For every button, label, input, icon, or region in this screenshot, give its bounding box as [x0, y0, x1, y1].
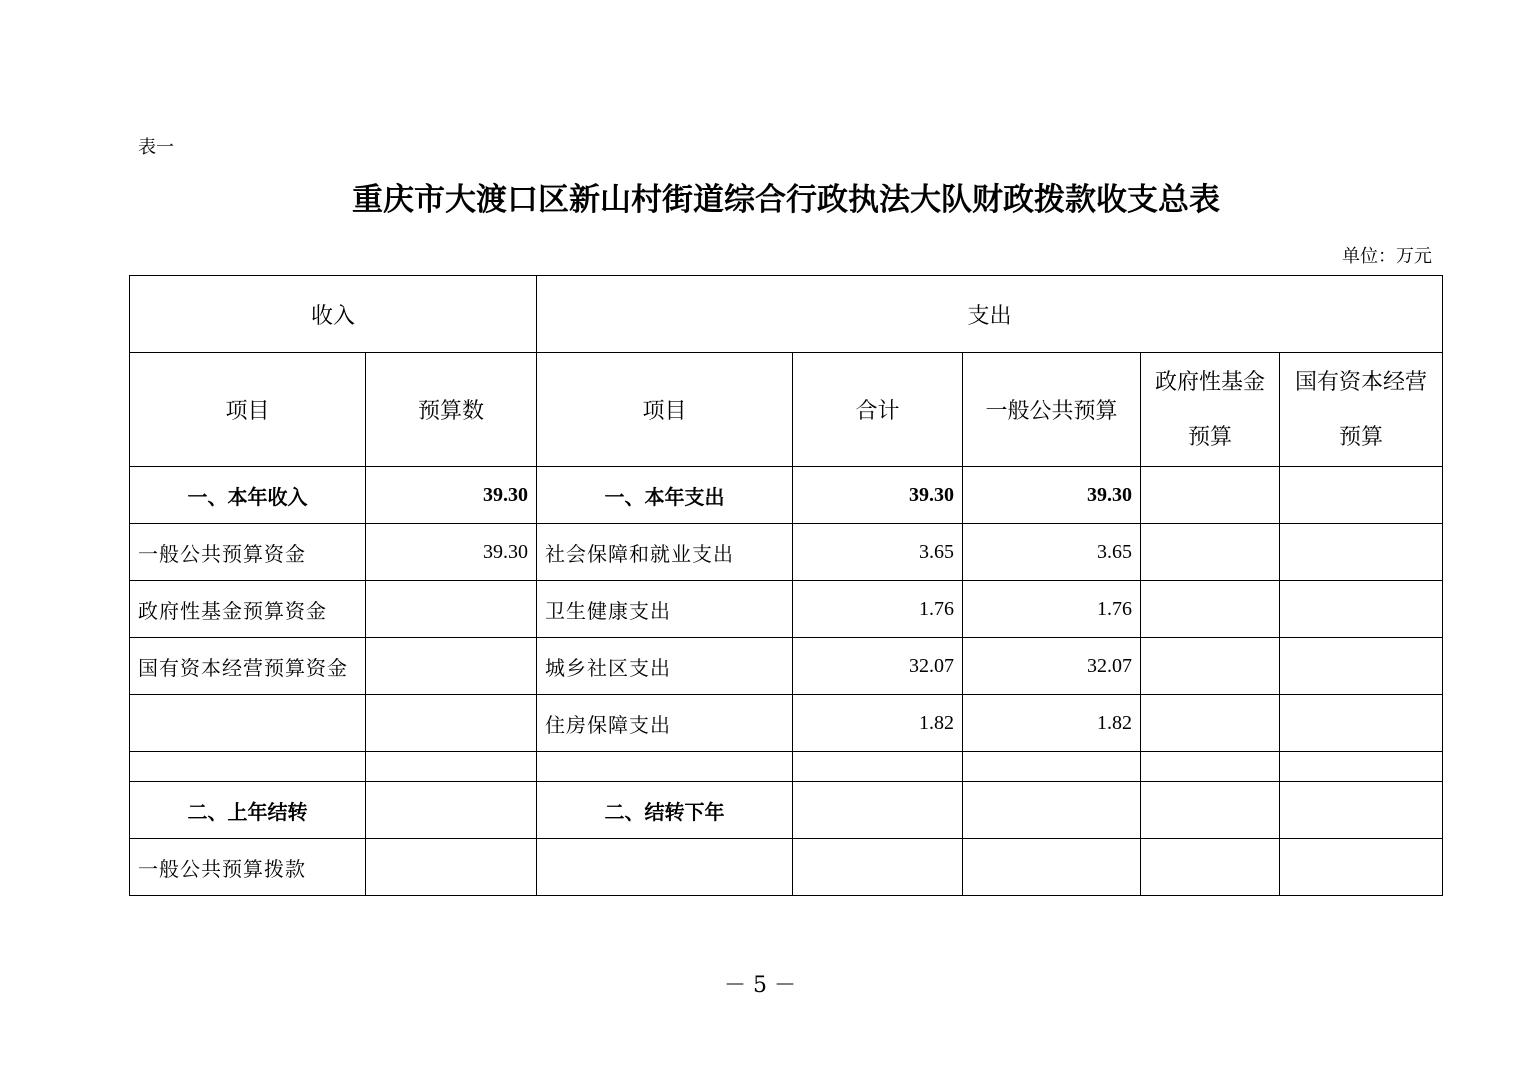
income-item-cell: 一、本年收入 [130, 467, 366, 524]
income-item-cell: 二、上年结转 [130, 782, 366, 839]
gov-fund-cell [1141, 638, 1280, 695]
income-amount-cell [366, 581, 537, 638]
general-budget-cell [963, 839, 1141, 896]
total-cell: 32.07 [793, 638, 963, 695]
gov-fund-header: 政府性基金预算 [1141, 353, 1280, 467]
page-number: － 5 － [724, 973, 796, 998]
total-cell: 39.30 [793, 467, 963, 524]
total-header: 合计 [793, 353, 963, 467]
header-row-sub [130, 353, 1443, 467]
state-capital-cell [1280, 638, 1443, 695]
table-row [130, 581, 1443, 638]
income-amount-cell [366, 839, 537, 896]
expense-item-cell: 卫生健康支出 [537, 581, 793, 638]
income-item-cell: 国有资本经营预算资金 [130, 638, 366, 695]
state-capital-cell [1280, 782, 1443, 839]
general-budget-cell [963, 782, 1141, 839]
page-title: 重庆市大渡口区新山村街道综合行政执法大队财政拨款收支总表 [352, 182, 1220, 218]
expense-item-cell: 住房保障支出 [537, 695, 793, 752]
income-amount-cell [366, 782, 537, 839]
income-amount-cell: 39.30 [366, 467, 537, 524]
table-row [130, 467, 1443, 524]
income-item-cell: 政府性基金预算资金 [130, 581, 366, 638]
table-row [130, 839, 1443, 896]
expense-header: 支出 [537, 276, 1443, 353]
general-budget-cell: 1.76 [963, 581, 1141, 638]
total-cell [793, 839, 963, 896]
table-row [130, 782, 1443, 839]
income-amount-cell [366, 695, 537, 752]
expense-item-cell [537, 839, 793, 896]
income-item-cell: 一般公共预算资金 [130, 524, 366, 581]
income-budget-header: 预算数 [366, 353, 537, 467]
gov-fund-cell [1141, 839, 1280, 896]
gov-fund-cell [1141, 467, 1280, 524]
general-budget-cell: 39.30 [963, 467, 1141, 524]
table-row [130, 752, 1443, 782]
budget-table [129, 275, 1443, 896]
gov-fund-cell [1141, 782, 1280, 839]
total-cell: 3.65 [793, 524, 963, 581]
general-budget-cell: 3.65 [963, 524, 1141, 581]
general-budget-header: 一般公共预算 [963, 353, 1141, 467]
expense-item-cell: 社会保障和就业支出 [537, 524, 793, 581]
total-cell [793, 752, 963, 782]
table-row [130, 524, 1443, 581]
table-label: 表一 [138, 137, 174, 158]
income-amount-cell [366, 752, 537, 782]
gov-fund-cell [1141, 695, 1280, 752]
gov-fund-cell [1141, 752, 1280, 782]
state-capital-cell [1280, 839, 1443, 896]
income-header: 收入 [130, 276, 537, 353]
expense-item-cell: 一、本年支出 [537, 467, 793, 524]
expense-item-cell: 二、结转下年 [537, 782, 793, 839]
total-cell: 1.76 [793, 581, 963, 638]
income-item-cell [130, 752, 366, 782]
header-row-main [130, 276, 1443, 353]
general-budget-cell: 32.07 [963, 638, 1141, 695]
state-capital-cell [1280, 524, 1443, 581]
expense-item-header: 项目 [537, 353, 793, 467]
income-item-cell: 一般公共预算拨款 [130, 839, 366, 896]
state-capital-cell [1280, 581, 1443, 638]
total-cell: 1.82 [793, 695, 963, 752]
income-item-header: 项目 [130, 353, 366, 467]
income-amount-cell [366, 638, 537, 695]
state-capital-header: 国有资本经营预算 [1280, 353, 1443, 467]
unit-label: 单位：万元 [1342, 246, 1432, 267]
expense-item-cell: 城乡社区支出 [537, 638, 793, 695]
total-cell [793, 782, 963, 839]
expense-item-cell [537, 752, 793, 782]
gov-fund-cell [1141, 524, 1280, 581]
general-budget-cell: 1.82 [963, 695, 1141, 752]
income-amount-cell: 39.30 [366, 524, 537, 581]
table-row [130, 695, 1443, 752]
state-capital-cell [1280, 752, 1443, 782]
income-item-cell [130, 695, 366, 752]
table-row [130, 638, 1443, 695]
state-capital-cell [1280, 467, 1443, 524]
general-budget-cell [963, 752, 1141, 782]
state-capital-cell [1280, 695, 1443, 752]
gov-fund-cell [1141, 581, 1280, 638]
